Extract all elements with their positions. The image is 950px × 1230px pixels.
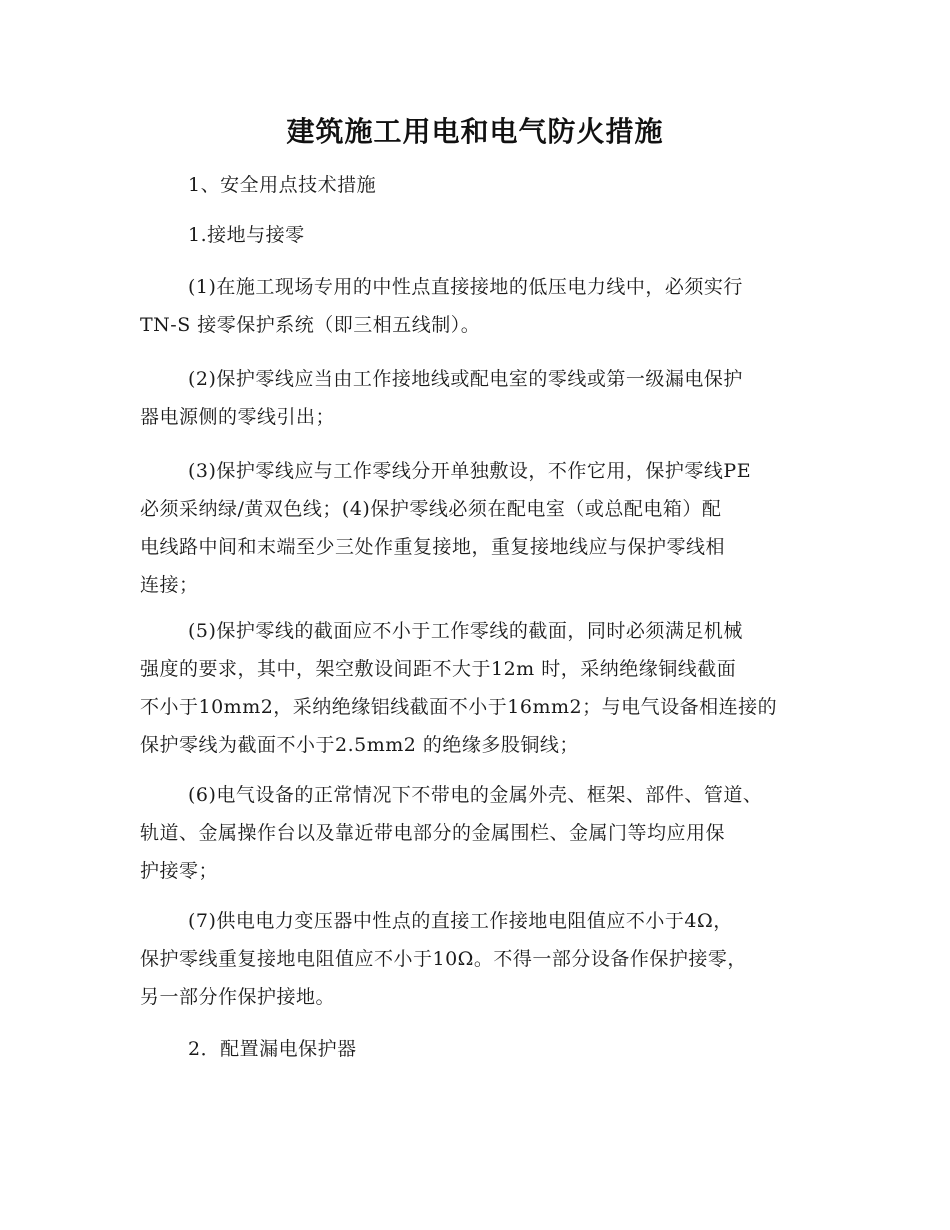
paragraph-4 bbox=[140, 612, 820, 764]
text-line: 保护零线为截面不小于2.5mm2 的绝缘多股铜线； bbox=[140, 734, 579, 756]
text-line: (5)保护零线的截面应不小于工作零线的截面，同时必须满足机械 bbox=[188, 620, 743, 642]
text-line: 护接零； bbox=[140, 860, 219, 882]
text-line: 连接； bbox=[140, 574, 199, 596]
subsection-heading bbox=[140, 216, 820, 254]
text-line: 另一部分作保护接地。 bbox=[140, 986, 336, 1008]
paragraph-1 bbox=[140, 268, 820, 344]
text-line: 轨道、金属操作台以及靠近带电部分的金属围栏、金属门等均应用保 bbox=[140, 822, 726, 844]
text-line: 1、安全用点技术措施 bbox=[188, 174, 377, 196]
document-title: 建筑施工用电和电气防火措施 bbox=[286, 115, 664, 148]
text-line: (2)保护零线应当由工作接地线或配电室的零线或第一级漏电保护 bbox=[188, 368, 743, 390]
paragraph-5 bbox=[140, 776, 820, 890]
text-line: 保护零线重复接地电阻值应不小于10Ω。不得一部分设备作保护接零， bbox=[140, 948, 747, 970]
subsection-heading-2 bbox=[140, 1030, 820, 1068]
paragraph-2 bbox=[140, 360, 820, 436]
text-line: 不小于10mm2，采纳绝缘铝线截面不小于16mm2；与电气设备相连接的 bbox=[140, 696, 778, 718]
text-line: (1)在施工现场专用的中性点直接接地的低压电力线中，必须实行 bbox=[188, 276, 743, 298]
text-line: (3)保护零线应与工作零线分开单独敷设，不作它用，保护零线PE bbox=[188, 460, 752, 482]
text-line: 电线路中间和末端至少三处作重复接地，重复接地线应与保护零线相 bbox=[140, 536, 726, 558]
text-line: 1.接地与接零 bbox=[188, 224, 305, 246]
paragraph-3 bbox=[140, 452, 820, 604]
text-line: 器电源侧的零线引出； bbox=[140, 406, 336, 428]
text-line: (6)电气设备的正常情况下不带电的金属外壳、框架、部件、管道、 bbox=[188, 784, 763, 806]
section-heading bbox=[140, 166, 820, 204]
text-line: 强度的要求，其中，架空敷设间距不大于12m 时，采纳绝缘铜线截面 bbox=[140, 658, 737, 680]
text-line: 2．配置漏电保护器 bbox=[188, 1038, 357, 1060]
text-line: TN-S 接零保护系统（即三相五线制）。 bbox=[140, 314, 481, 336]
text-line: (7)供电电力变压器中性点的直接工作接地电阻值应不小于4Ω， bbox=[188, 910, 733, 932]
paragraph-6 bbox=[140, 902, 820, 1016]
text-line: 必须采纳绿/黄双色线；(4)保护零线必须在配电室（或总配电箱）配 bbox=[140, 498, 722, 520]
